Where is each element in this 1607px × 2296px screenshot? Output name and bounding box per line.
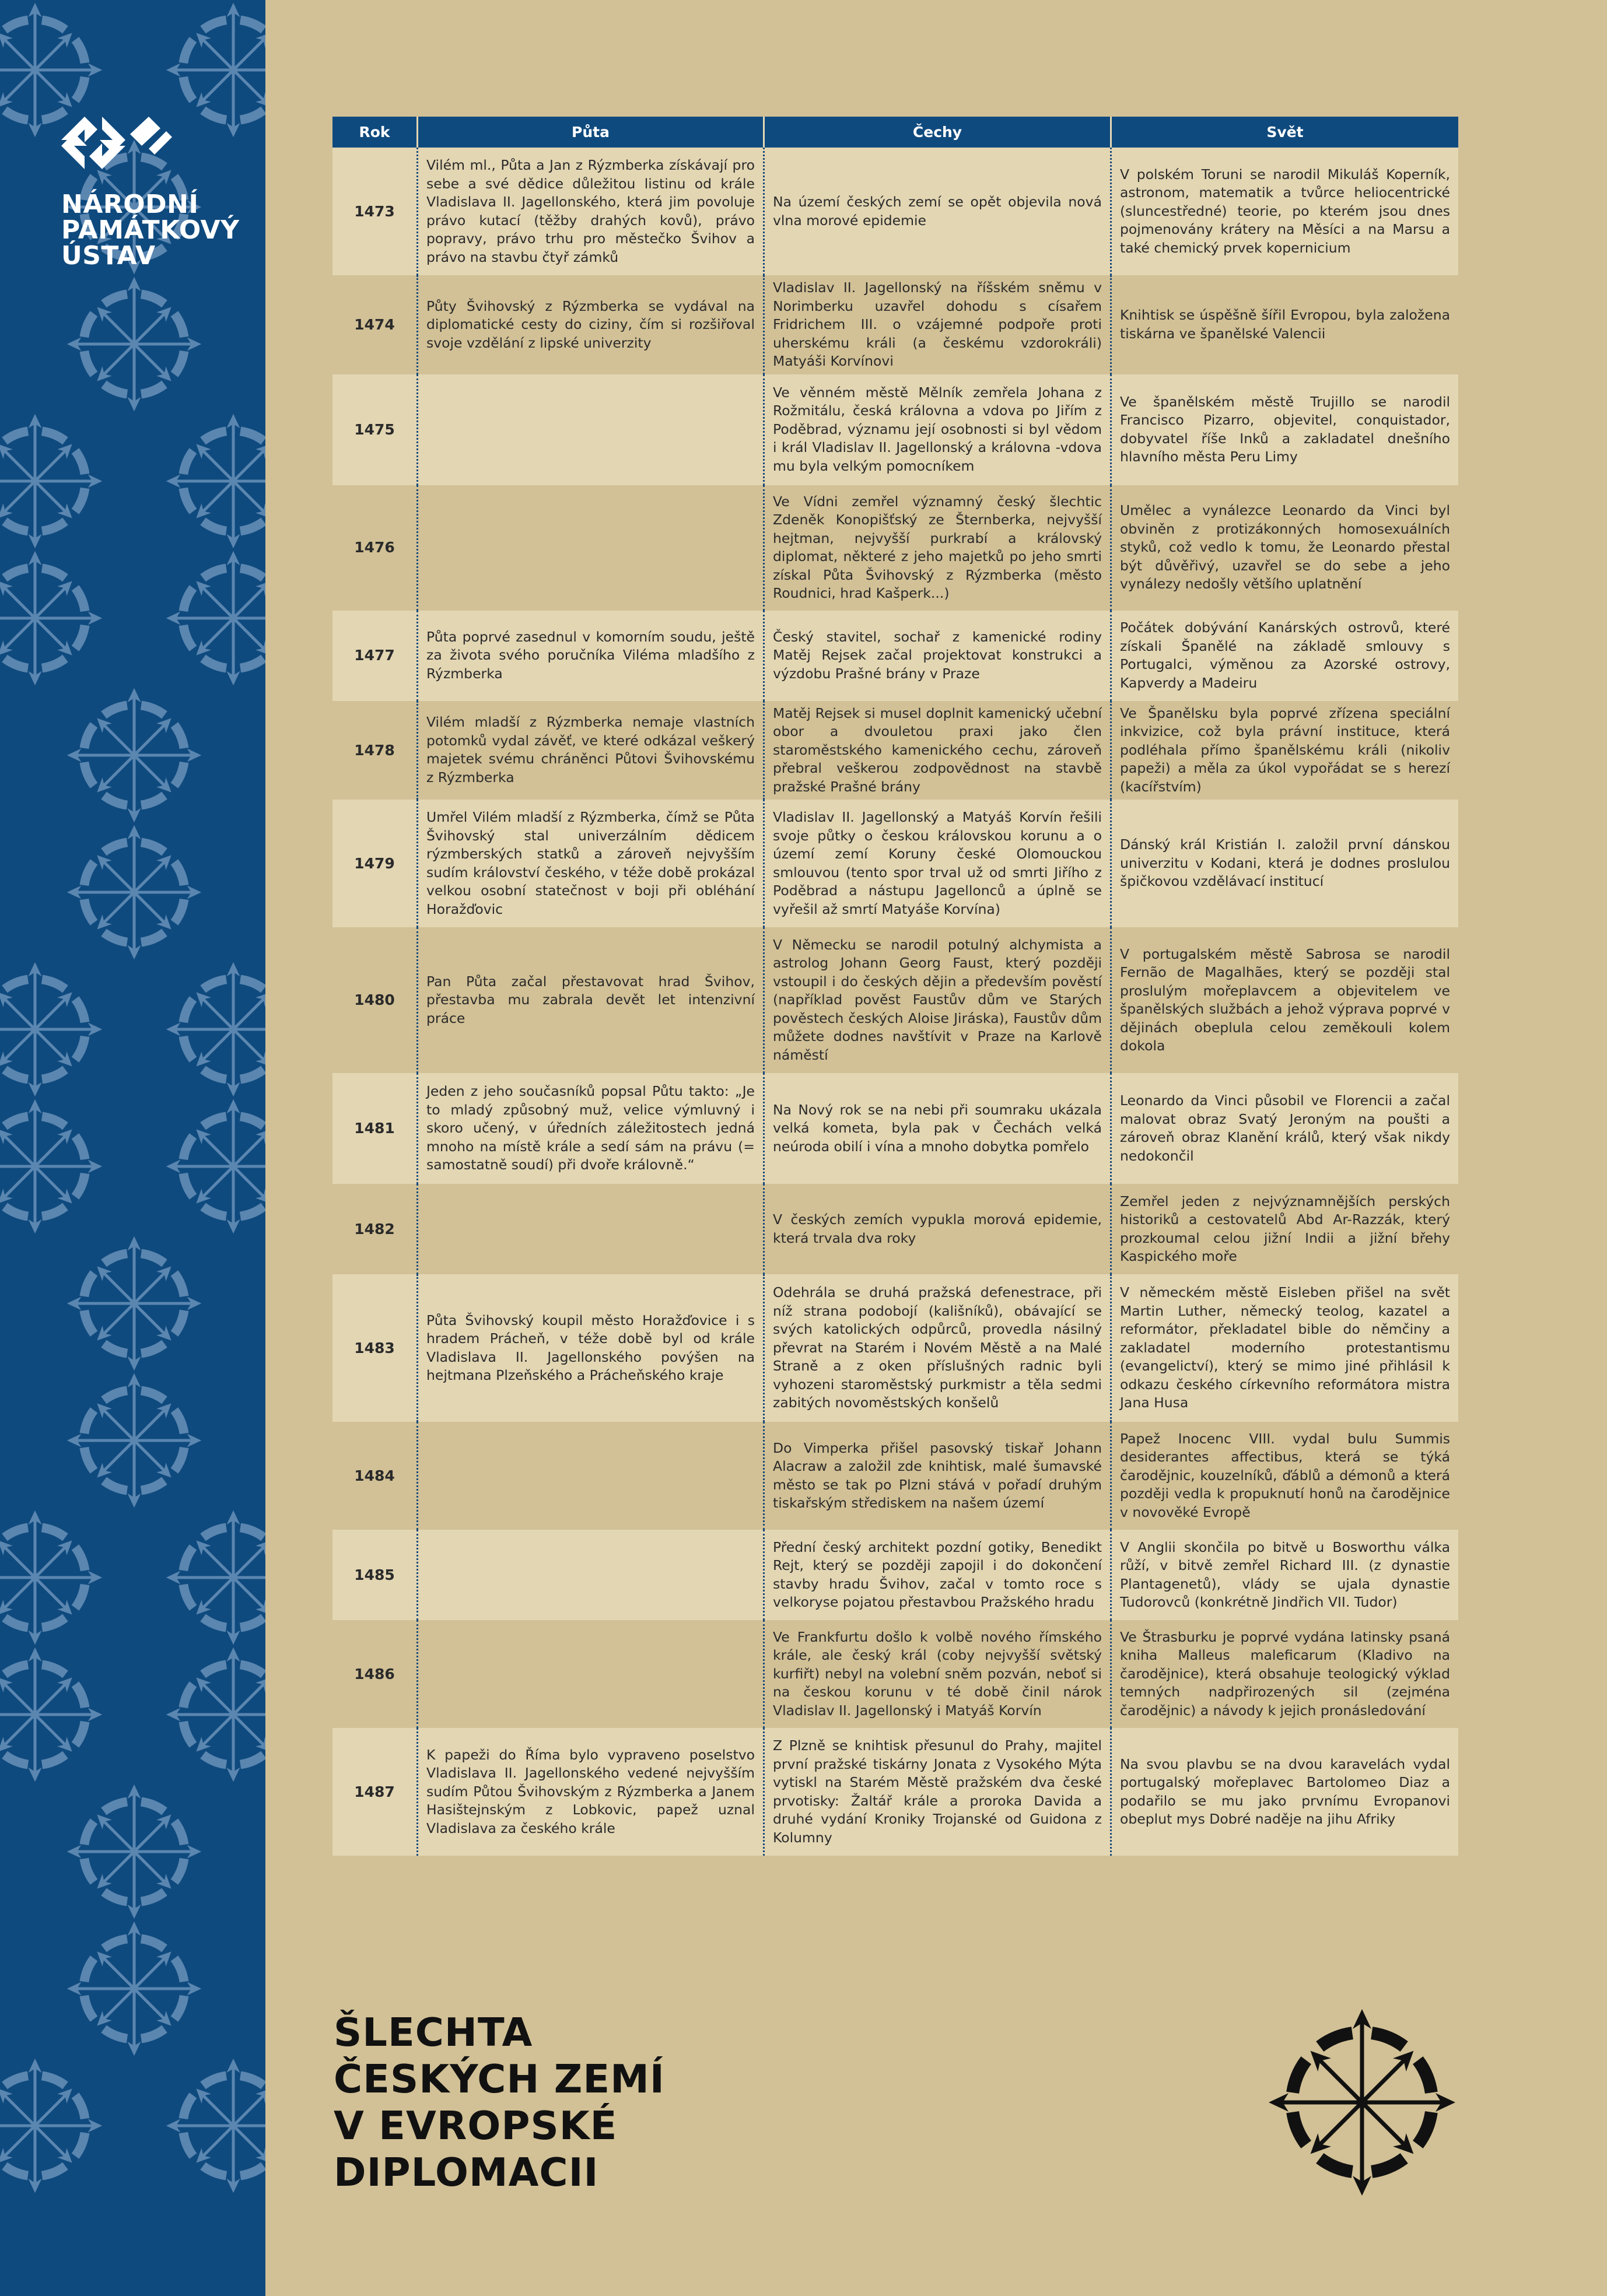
- year-cell: 1480: [332, 927, 418, 1073]
- cechy-cell: Z Plzně se knihtisk přesunul do Prahy, majitel první pražské tiskárny Jonata z Vysokého Mýta vytiskl na Starém Městě pražském dva české prvotisky: Žaltář krále a proroka Davida a druhé vydání Kroniky Trojanské od Guidona z Kolumny: [765, 1728, 1112, 1856]
- header-cechy: Čechy: [765, 117, 1112, 148]
- year-cell: 1477: [332, 611, 418, 701]
- cechy-cell: Ve věnném městě Mělník zemřela Johana z Rožmitálu, česká královna a vdova po Jiřím z Poděbrad, významu její osobnosti si byl vědom i král Vladislav II. Jagellonský a královna -vdova mu byla velkým pomocníkem: [765, 374, 1112, 485]
- svet-cell: Ve Štrasburku je poprvé vydána latinsky psaná kniha Malleus maleficarum (Kladivo na čarodějnice), která obsahuje teologický výklad temných nadpřirozených sil (zejména čarodějnic) a návody k jejich pronásledování: [1112, 1620, 1458, 1728]
- cechy-cell: Na Nový rok se na nebi při soumraku ukázala velká kometa, byla pak v Čechách velká neúroda obilí i vína a mnoho dobytka pomřelo: [765, 1073, 1112, 1184]
- year-cell: 1485: [332, 1530, 418, 1620]
- cechy-cell: Přední český architekt pozdní gotiky, Benedikt Rejt, který se později zapojil i do dokončení stavby hradu Švihov, začal v tomto roce s velkoryse pojatou přestavbou Pražského hradu: [765, 1530, 1112, 1620]
- header-svet: Svět: [1112, 117, 1458, 148]
- year-cell: 1478: [332, 701, 418, 800]
- sidebar-band: [0, 0, 265, 2296]
- puta-cell: Vilém ml., Půta a Jan z Rýzmberka získávají pro sebe a své dědice důležitou listinu od krále Vladislava II. Jagellonského, která jim povoluje právo kutací (těžby drahých kovů), právo popravy, právo trhu pro městečko Švihov a právo na stavbu čtyř zámků: [418, 148, 765, 275]
- table-row: [332, 1184, 1458, 1274]
- table-header-row: [332, 117, 1458, 148]
- cechy-cell: Český stavitel, sochař z kamenické rodiny Matěj Rejsek začal projektovat konstrukci a výzdobu Prašné brány v Praze: [765, 611, 1112, 701]
- svet-cell: Knihtisk se úspěšně šířil Evropou, byla založena tiskárna ve španělské Valencii: [1112, 275, 1458, 374]
- table-row: [332, 374, 1458, 485]
- cechy-cell: Na území českých zemí se opět objevila nová vlna morové epidemie: [765, 148, 1112, 275]
- header-puta: Půta: [418, 117, 765, 148]
- svet-cell: V německém městě Eisleben přišel na svět Martin Luther, německý teolog, kazatel a reformátor, překladatel bible do němčiny a zakladatel moderního protestantismu (evangelictví), který se mimo jiné přihlásil k odkazu českého církevního reformátora mistra Jana Husa: [1112, 1274, 1458, 1422]
- year-cell: 1484: [332, 1422, 418, 1530]
- year-cell: 1474: [332, 275, 418, 374]
- cechy-cell: V Německu se narodil potulný alchymista a astrolog Johann Georg Faust, který později vstoupil i do českých dějin a především pověstí (například pověst Faustův dům ve Starých pověstech českých Aloise Jiráska), Faustův dům můžete dodnes navštívit v Praze na Karlově náměstí: [765, 927, 1112, 1073]
- svet-cell: Počátek dobývání Kanárských ostrovů, které získali Španělé na základě smlouvy s Portugalci, výměnou za Azorské ostrovy, Kapverdy a Madeiru: [1112, 611, 1458, 701]
- puta-cell: [418, 485, 765, 611]
- npu-logo-icon: [61, 117, 172, 172]
- table-row: [332, 275, 1458, 374]
- compass-rose-icon: [1266, 2006, 1458, 2199]
- year-cell: 1479: [332, 800, 418, 927]
- table-row: [332, 1073, 1458, 1184]
- puta-cell: [418, 374, 765, 485]
- table-row: [332, 611, 1458, 701]
- table-row: [332, 1274, 1458, 1422]
- table-row: [332, 1422, 1458, 1530]
- logo-line-2: PAMÁTKOVÝ: [61, 215, 240, 245]
- svet-cell: V polském Toruni se narodil Mikuláš Koperník, astronom, matematik a tvůrce heliocentrické (sluncestředné) teorie, po kterém jsou dnes pojmenovány krátery na Měsíci a na Marsu a také chemický prvek kopernicium: [1112, 148, 1458, 275]
- timeline-table: [332, 117, 1458, 1856]
- header-rok: Rok: [332, 117, 418, 148]
- svet-cell: Umělec a vynálezce Leonardo da Vinci byl obviněn z protizákonných homosexuálních styků, což vedlo k tomu, že Leonardo přestal být důvěřivý, uzavřel se do sebe a jeho vynálezy nedošly většího uplatnění: [1112, 485, 1458, 611]
- puta-cell: K papeži do Říma bylo vypraveno poselstvo Vladislava II. Jagellonského vedené nejvyšším sudím Půtou Švihovským z Rýzmberka a Janem Hasištejnským z Lobkovic, papež uznal Vladislava za českého krále: [418, 1728, 765, 1856]
- puta-cell: Půta poprvé zasednul v komorním soudu, ještě za života svého poručníka Viléma mladšího z Rýzmberka: [418, 611, 765, 701]
- puta-cell: [418, 1184, 765, 1274]
- cechy-cell: Do Vimperka přišel pasovský tiskař Johann Alacraw a založil zde knihtisk, malé šumavské město se tak po Plzni stává v pořadí druhým tiskařským střediskem na našem území: [765, 1422, 1112, 1530]
- year-cell: 1486: [332, 1620, 418, 1728]
- svet-cell: Ve Španělsku byla poprvé zřízena speciální inkvizice, což byla právní instituce, která podléhala přímo španělskému králi (nikoliv papeži) a měla za úkol vypořádat se s herezí (kacířstvím): [1112, 701, 1458, 800]
- table-row: [332, 1620, 1458, 1728]
- title-line-2: ČESKÝCH ZEMÍ: [334, 2056, 665, 2102]
- logo-line-1: NÁRODNÍ: [61, 190, 199, 219]
- cechy-cell: Vladislav II. Jagellonský na říšském sněmu v Norimberku uzavřel dohodu s císařem Fridrichem III. o vzájemné podpoře proti uherskému králi (a českému vzdorokráli) Matyáši Korvínovi: [765, 275, 1112, 374]
- year-cell: 1487: [332, 1728, 418, 1856]
- puta-cell: Půta Švihovský koupil město Horažďovice i s hradem Prácheň, v téže době byl od krále Vladislava II. Jagellonského povýšen na hejtmana Plzeňského a Prácheňského kraje: [418, 1274, 765, 1422]
- svet-cell: V Anglii skončila po bitvě u Bosworthu válka růží, v bitvě zemřel Richard III. (z dynastie Plantagenetů), vlády se ujala dynastie Tudorovců (konkrétně Jindřich VII. Tudor): [1112, 1530, 1458, 1620]
- cechy-cell: Matěj Rejsek si musel doplnit kamenický učební obor a dvouletou praxi jako člen staroměstského kamenického cechu, zároveň přebral veškerou zodpovědnost na stavbě pražské Prašné brány: [765, 701, 1112, 800]
- svet-cell: Dánský král Kristián I. založil první dánskou univerzitu v Kodani, která je dodnes proslulou špičkovou vzdělávací institucí: [1112, 800, 1458, 927]
- year-cell: 1475: [332, 374, 418, 485]
- cechy-cell: Ve Vídni zemřel významný český šlechtic Zdeněk Konopišťský ze Šternberka, nejvyšší hejtman, nejvyšší purkrabí a královský diplomat, některé z jeho majetků po jeho smrti získal Půta Švihovský z Rýzmberka (město Roudnici, hrad Kašperk...): [765, 485, 1112, 611]
- puta-cell: [418, 1530, 765, 1620]
- cechy-cell: Ve Frankfurtu došlo k volbě nového římského krále, ale český král (coby nejvyšší světský kurfiřt) nebyl na volební sněm pozván, neboť si na českou korunu v té době činil nárok Vladislav II. Jagellonský i Matyáš Korvín: [765, 1620, 1112, 1728]
- table-row: [332, 701, 1458, 800]
- puta-cell: Půty Švihovský z Rýzmberka se vydával na diplomatické cesty do ciziny, čím si rozšiřoval svoje vzdělání z lipské univerzity: [418, 275, 765, 374]
- table-row: [332, 1728, 1458, 1856]
- svet-cell: Papež Inocenc VIII. vydal bulu Summis desiderantes affectibus, která se týká čarodějnic, kouzelníků, ďáblů a démonů a která později vedla k propuknutí honů na čarodějnice v novověké Evropě: [1112, 1422, 1458, 1530]
- poster-title: [334, 2009, 665, 2196]
- svet-cell: Ve španělském městě Trujillo se narodil Francisco Pizarro, objevitel, conquistador, dobyvatel říše Inků a zakladatel dnešního hlavního města Peru Limy: [1112, 374, 1458, 485]
- year-cell: 1473: [332, 148, 418, 275]
- table-row: [332, 148, 1458, 275]
- cechy-cell: Vladislav II. Jagellonský a Matyáš Korvín řešili svoje půtky o českou královskou korunu a o území zemí Koruny české Olomouckou smlouvou (tento spor trval už od smrti Jiřího z Poděbrad a nástupu Jagellonců a úplně se vyřešil až smrtí Matyáše Korvína): [765, 800, 1112, 927]
- puta-cell: Jeden z jeho současníků popsal Půtu takto: „Je to mladý způsobný muž, velice výmluvný i skoro učený, v úředních záležitostech jedná mnoho na místě krále a sedí sám na právu (= samostatně soudí) při dvoře královně.“: [418, 1073, 765, 1184]
- puta-cell: Umřel Vilém mladší z Rýzmberka, čímž se Půta Švihovský stal univerzálním dědicem rýzmberských statků a zároveň nejvyšším sudím království českého, v téže době prokázal velkou osobní statečnost v boji při obléhání Horažďovic: [418, 800, 765, 927]
- puta-cell: [418, 1620, 765, 1728]
- puta-cell: [418, 1422, 765, 1530]
- title-line-3: V EVROPSKÉ: [334, 2103, 618, 2148]
- year-cell: 1482: [332, 1184, 418, 1274]
- svet-cell: Na svou plavbu se na dvou karavelách vydal portugalský mořeplavec Bartolomeo Diaz a podařilo se mu jako prvnímu Evropanovi obeplut mys Dobré naděje na jihu Afriky: [1112, 1728, 1458, 1856]
- table-row: [332, 1530, 1458, 1620]
- logo-line-3: ÚSTAV: [61, 241, 156, 271]
- puta-cell: Vilém mladší z Rýzmberka nemaje vlastních potomků vydal závěť, ve které odkázal veškerý majetek svému chráněnci Půtovi Švihovskému z Rýzmberka: [418, 701, 765, 800]
- timeline-table-container: [332, 117, 1458, 1856]
- svet-cell: Zemřel jeden z nejvýznamnějších perských historiků a cestovatelů Abd Ar-Razzák, který prozkoumal celou jižní Indii a jižní břehy Kaspického moře: [1112, 1184, 1458, 1274]
- title-line-1: ŠLECHTA: [334, 2010, 533, 2055]
- compass-pattern-icon: [0, 0, 265, 2296]
- table-row: [332, 800, 1458, 927]
- table-row: [332, 927, 1458, 1073]
- puta-cell: Pan Půta začal přestavovat hrad Švihov, přestavba mu zabrala devět let intenzivní práce: [418, 927, 765, 1073]
- year-cell: 1476: [332, 485, 418, 611]
- cechy-cell: V českých zemích vypukla morová epidemie, která trvala dva roky: [765, 1184, 1112, 1274]
- svet-cell: V portugalském městě Sabrosa se narodil Fernão de Magalhães, který se později stal proslulým mořeplavcem a objevitelem ve španělských službách a jehož výprava poprvé v dějinách obeplula celou zeměkouli kolem dokola: [1112, 927, 1458, 1073]
- npu-logo: [61, 117, 240, 271]
- svet-cell: Leonardo da Vinci působil ve Florencii a začal malovat obraz Svatý Jeroným na poušti a zároveň obraz Klanění králů, který však nikdy nedokončil: [1112, 1073, 1458, 1184]
- year-cell: 1483: [332, 1274, 418, 1422]
- table-row: [332, 485, 1458, 611]
- cechy-cell: Odehrála se druhá pražská defenestrace, při níž strana podobojí (kališníků), obávající se svých katolických odpůrců, provedla násilný převrat na Starém i Novém Městě a na Malé Straně a z oken příslušných radnic byli vyhozeni staroměstský purkmistr a těla sedmi zabitých novoměstských konšelů: [765, 1274, 1112, 1422]
- year-cell: 1481: [332, 1073, 418, 1184]
- title-line-4: DIPLOMACII: [334, 2150, 599, 2195]
